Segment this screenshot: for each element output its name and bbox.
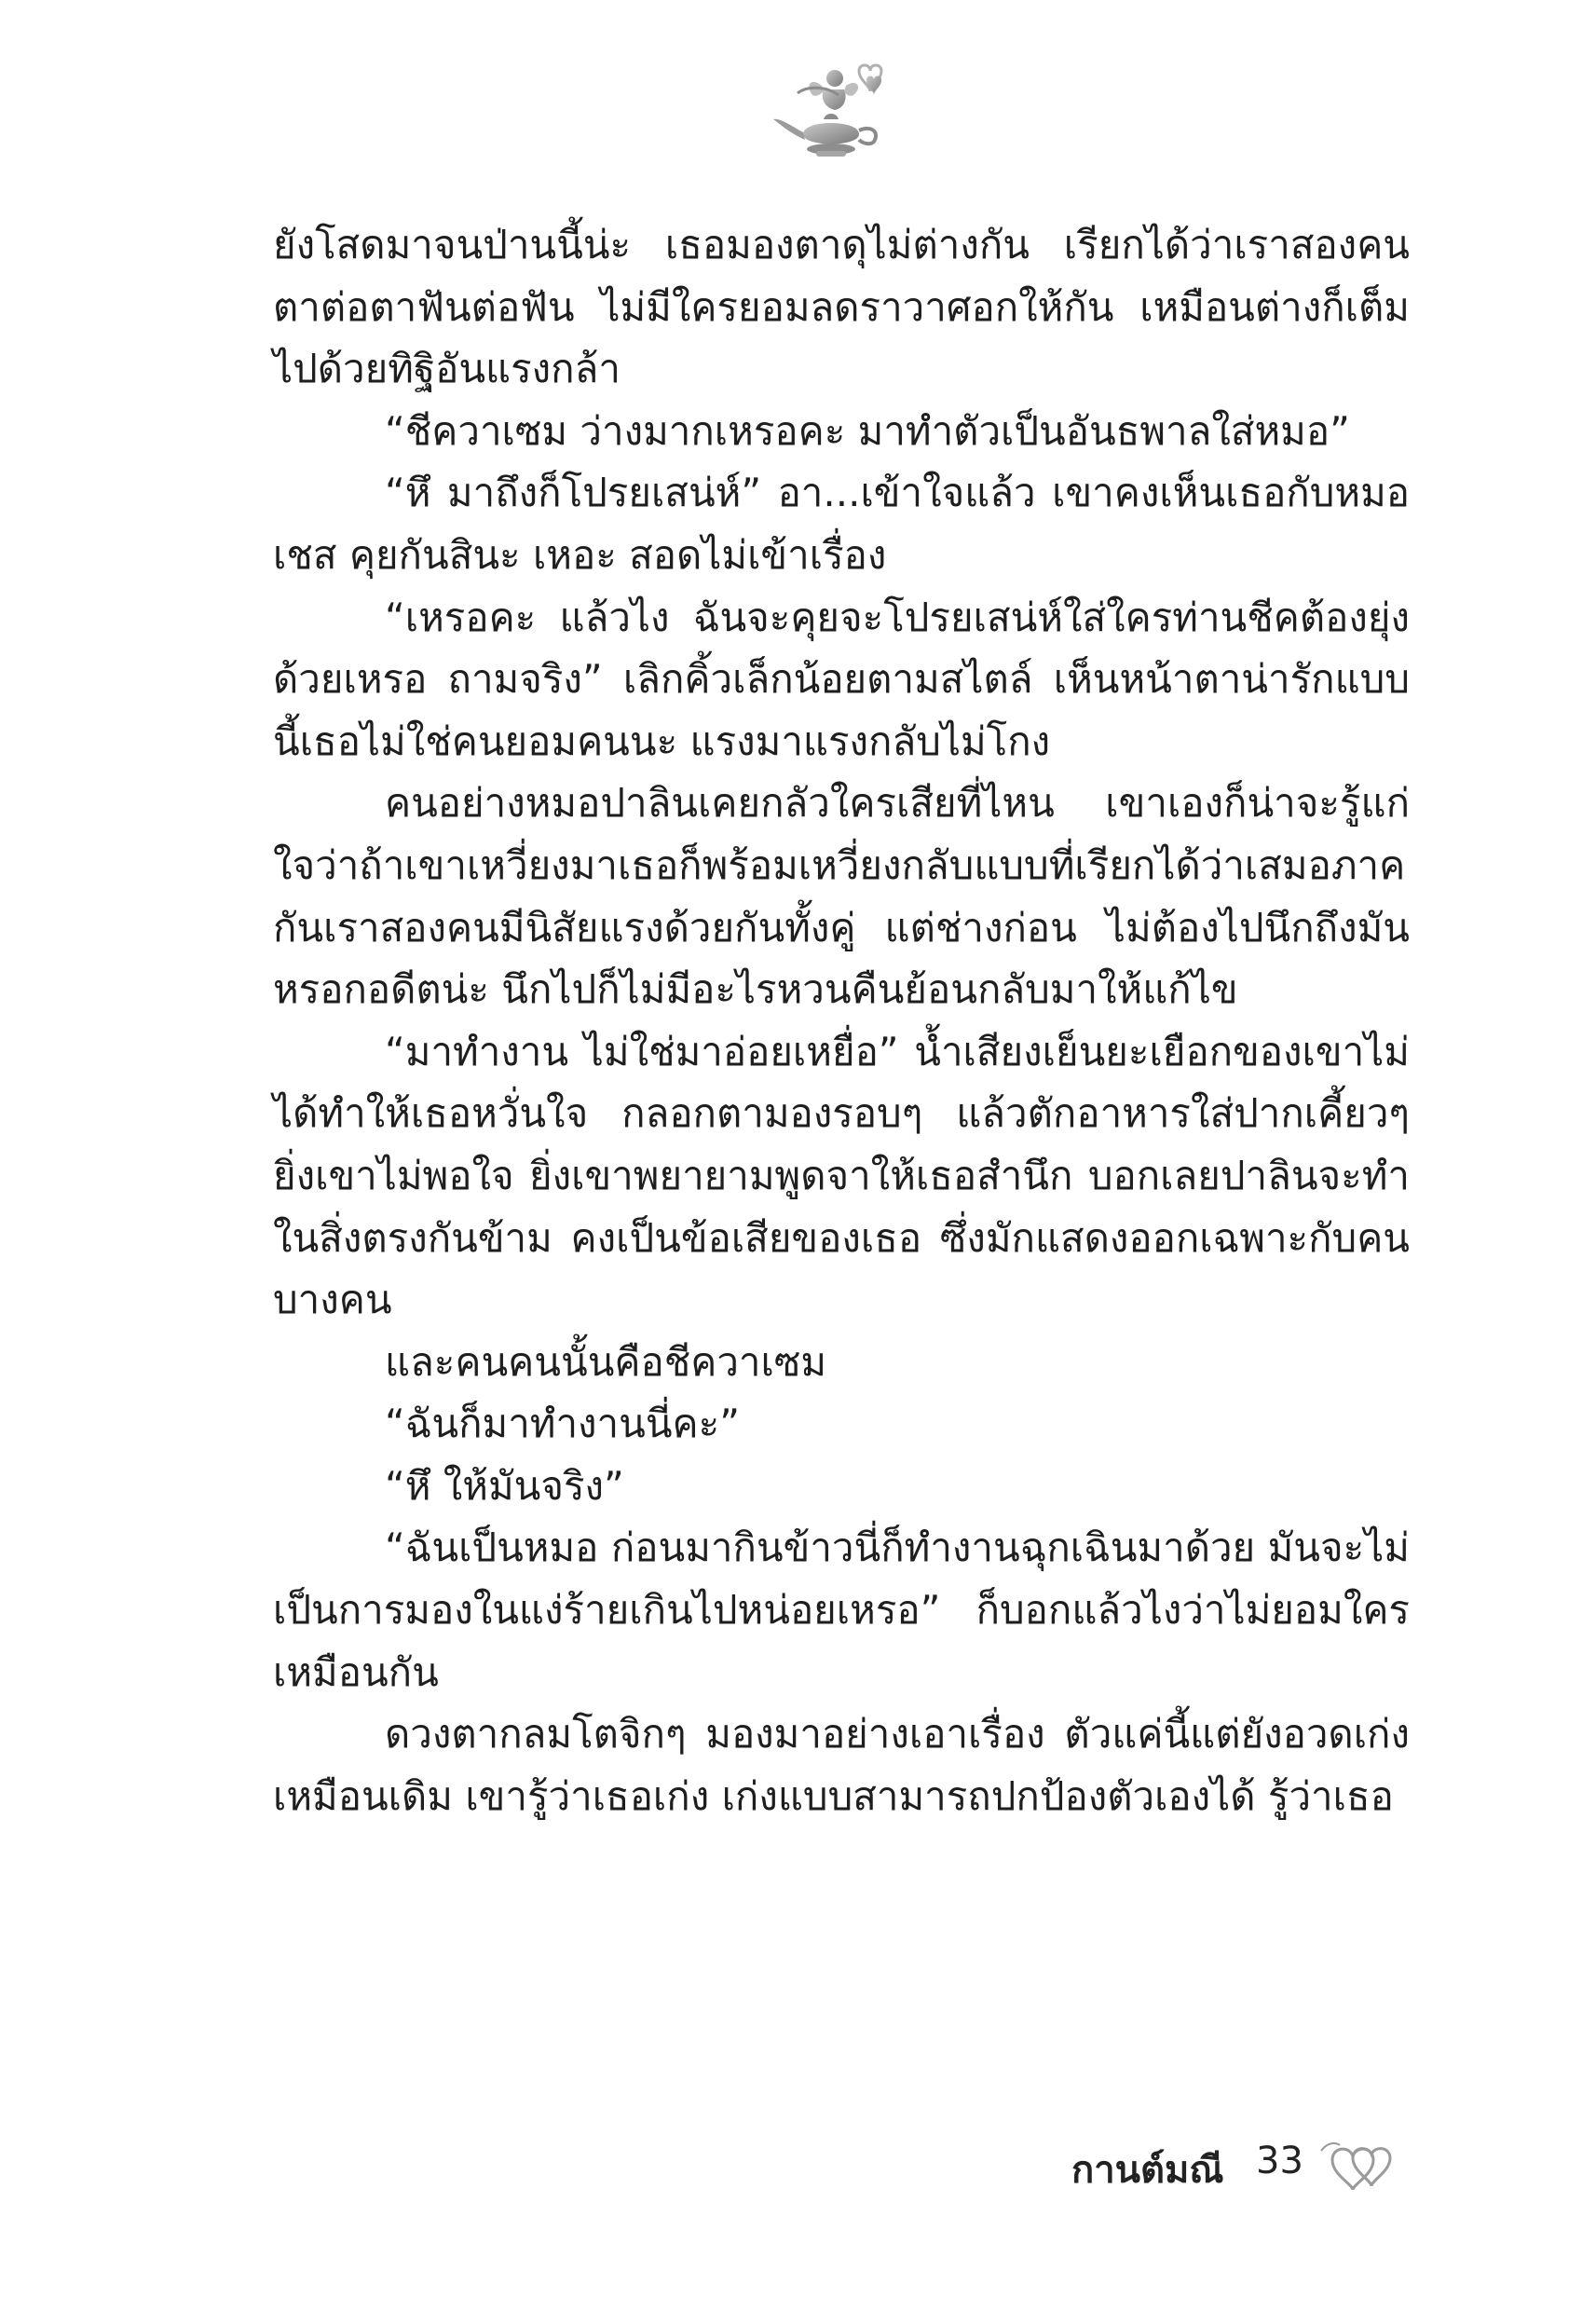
body-text bbox=[273, 214, 1410, 1827]
double-heart-icon bbox=[1316, 2132, 1409, 2194]
page-number: 33 bbox=[1256, 2140, 1303, 2182]
paragraph-10: “ฉันเป็นหมอ ก่อนมากินข้าวนี่ก็ทำงานฉุกเฉินมาด้วย มันจะไม่เป็นการมองในแง่ร้ายเกินไปหน่อยเหรอ” ก็บอกแล้วไงว่าไม่ยอมใครเหมือนกัน bbox=[273, 1525, 1410, 1695]
paragraph-2: “ชีควาเซม ว่างมากเหรอคะ มาทำตัวเป็นอันธพาลใส่หมอ” bbox=[385, 407, 1350, 454]
paragraph-6: “มาทำงาน ไม่ใช่มาอ่อยเหยื่อ” น้ำเสียงเย็นยะเยือกของเขาไม่ได้ทำให้เธอหวั่นใจ กลอกตามองรอบๆ แล้วตักอาหารใส่ปากเคี้ยวๆ ยิ่งเขาไม่พอใจ ยิ่งเขาพยายามพูดจาให้เธอสำนึก บอกเลยปาลินจะทำในสิ่งตรงกันข้าม คงเป็นข้อเสียของเธอ ซึ่งมักแสดงออกเฉพาะกับคนบางคน bbox=[273, 1028, 1410, 1323]
page-footer bbox=[1071, 2132, 1444, 2207]
paragraph-9: “หึ ให้มันจริง” bbox=[385, 1462, 624, 1509]
paragraph-1: ยังโสดมาจนป่านนี้น่ะ เธอมองตาดุไม่ต่างกัน เรียกได้ว่าเราสองคน ตาต่อตาฟันต่อฟัน ไม่มีใครยอมลดราวาศอกให้กัน เหมือนต่างก็เต็มไปด้วยทิฐิอันแรงกล้า bbox=[273, 222, 1410, 392]
paragraph-4: “เหรอคะ แล้วไง ฉันจะคุยจะโปรยเสน่ห์ใส่ใครท่านชีคต้องยุ่งด้วยเหรอ ถามจริง” เลิกคิ้วเล็กน้อยตามสไตล์ เห็นหน้าตาน่ารักแบบนี้เธอไม่ใช่คนยอมคนนะ แรงมาแรงกลับไม่โกง bbox=[273, 594, 1410, 764]
paragraph-7: และคนคนนั้นคือชีควาเซม bbox=[385, 1338, 827, 1385]
paragraph-3: “หึ มาถึงก็โปรยเสน่ห์” อา...เข้าใจแล้ว เขาคงเห็นเธอกับหมอเชส คุยกันสินะ เหอะ สอดไม่เข้าเรื่อง bbox=[273, 470, 1410, 578]
book-title: กานต์มณี bbox=[1071, 2149, 1224, 2192]
cupid-teapot-icon bbox=[770, 58, 900, 170]
paragraph-5: คนอย่างหมอปาลินเคยกลัวใครเสียที่ไหน เขาเองก็น่าจะรู้แก่ใจว่าถ้าเขาเหวี่ยงมาเธอก็พร้อมเหวี่ยงกลับแบบที่เรียกได้ว่าเสมอภาคกันเราสองคนมีนิสัยแรงด้วยกันทั้งคู่ แต่ช่างก่อน ไม่ต้องไปนึกถึงมันหรอกอดีตน่ะ นึกไปก็ไม่มีอะไรหวนคืนย้อนกลับมาให้แก้ไข bbox=[273, 780, 1410, 1013]
paragraph-8: “ฉันก็มาทำงานนี่คะ” bbox=[385, 1401, 740, 1447]
paragraph-11: ดวงตากลมโตจิกๆ มองมาอย่างเอาเรื่อง ตัวแค่นี้แต่ยังอวดเก่งเหมือนเดิม เขารู้ว่าเธอเก่ง เก่งแบบสามารถปกป้องตัวเองได้ รู้ว่าเธอ bbox=[273, 1711, 1410, 1819]
